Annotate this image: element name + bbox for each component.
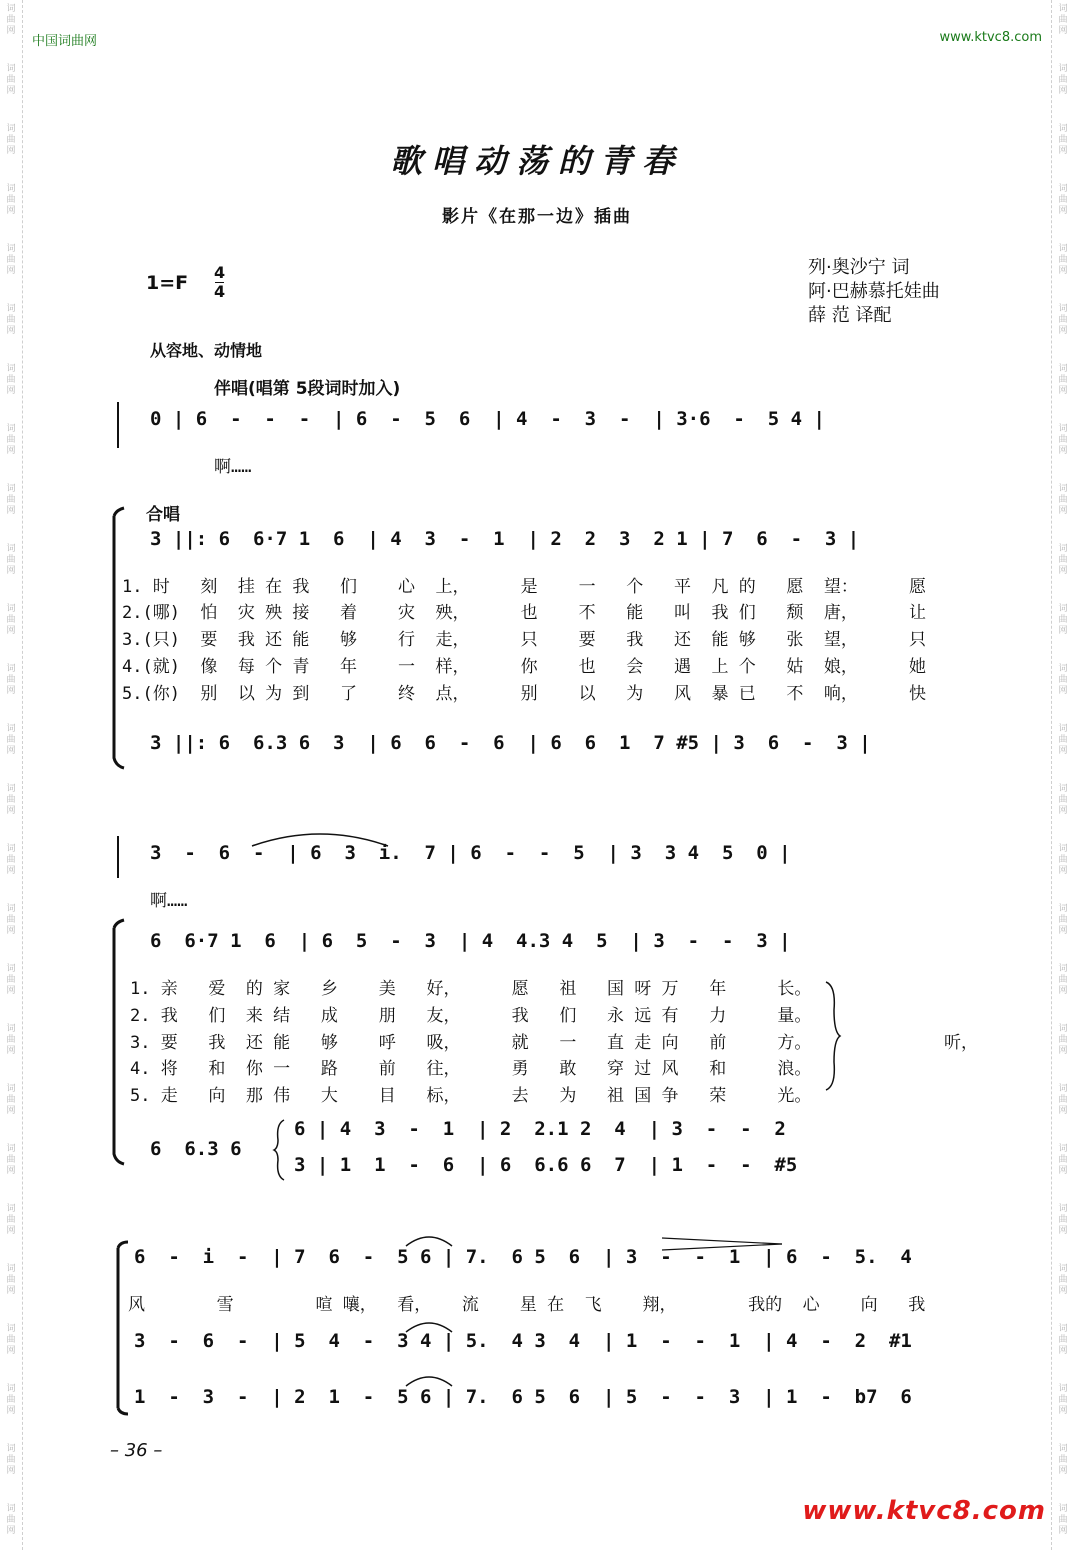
credits [808, 256, 940, 328]
watermark-text: 词曲网 [1058, 304, 1068, 336]
time-bottom: 4 [214, 282, 226, 301]
watermark-text: 词曲网 [6, 1444, 16, 1476]
footer-site-logo[interactable]: www.ktvc8.com [802, 1496, 1046, 1526]
watermark-text: 词曲网 [6, 484, 16, 516]
time-signature [214, 264, 225, 301]
s2-bass-upper-notes: 6 | 4 3 - 1 | 2 2.1 2 4 | 3 - - 2 [294, 1118, 786, 1140]
watermark-text: 词曲网 [1058, 724, 1068, 756]
watermark-text: 词曲网 [6, 904, 16, 936]
time-top: 4 [214, 263, 226, 282]
s1-melody-notes: 3 ||: 6 6·7 1 6 | 4 3 - 1 | 2 2 3 2 1 | 7 6 - 3 | [150, 528, 860, 550]
watermark-text: 词曲网 [6, 1144, 16, 1176]
right-watermark-strip [1051, 0, 1074, 1550]
s1-lyric-verse-3: 3.(只) 要 我 还 能 够 行 走， 只 要 我 还 能 够 张 望， 只 [122, 630, 927, 650]
s2-accompaniment-lyric: 啊…… [150, 891, 188, 911]
watermark-text: 词曲网 [6, 784, 16, 816]
watermark-text: 词曲网 [6, 424, 16, 456]
watermark-text: 词曲网 [1058, 1504, 1068, 1536]
credit-composer: 阿·巴赫慕托娃曲 [808, 281, 940, 302]
watermark-text: 词曲网 [6, 964, 16, 996]
watermark-text: 词曲网 [6, 1324, 16, 1356]
watermark-text: 词曲网 [6, 1204, 16, 1236]
s2-lyric-verse-4: 4. 将 和 你 一 路 前 往， 勇 敢 穿 过 风 和 浪。 [130, 1059, 812, 1079]
watermark-text: 词曲网 [1058, 604, 1068, 636]
credit-lyricist: 列·奥沙宁 词 [808, 257, 910, 278]
watermark-text: 词曲网 [6, 124, 16, 156]
s2-melody-notes: 6 6·7 1 6 | 6 5 - 3 | 4 4.3 4 5 | 3 - - 3 | [150, 930, 791, 952]
watermark-text: 词曲网 [6, 244, 16, 276]
watermark-text: 词曲网 [1058, 844, 1068, 876]
watermark-text: 词曲网 [1058, 784, 1068, 816]
watermark-text: 词曲网 [6, 544, 16, 576]
watermark-text: 词曲网 [6, 1024, 16, 1056]
watermark-text: 词曲网 [1058, 4, 1068, 36]
watermark-text: 词曲网 [6, 304, 16, 336]
site-name-left[interactable]: 中国词曲网 [32, 34, 98, 49]
watermark-text: 词曲网 [1058, 64, 1068, 96]
watermark-text: 词曲网 [6, 184, 16, 216]
s3-melody-notes: 6 - i - | 7 6 - 5 6 | 7. 6 5 6 | 3 - - 1 | 6 - 5. 4 [134, 1246, 912, 1268]
song-title: 歌唱动荡的青春 [389, 142, 684, 180]
s3-bass-notes: 1 - 3 - | 2 1 - 5 6 | 7. 6 5 6 | 5 - - 3 | 1 - b7 6 [134, 1386, 912, 1408]
s1-lyric-verse-5: 5.(你) 别 以 为 到 了 终 点， 别 以 为 风 暴 已 不 响， 快 [122, 684, 927, 704]
chord-brace [272, 1118, 288, 1182]
s2-lyric-verse-1: 1. 亲 爱 的 家 乡 美 好， 愿 祖 国 呀 万 年 长。 [130, 979, 812, 999]
watermark-text: 词曲网 [6, 64, 16, 96]
accompaniment-label: 伴唱(唱第 5段词时加入) [214, 379, 401, 399]
s1-accompaniment-lyric: 啊…… [214, 457, 252, 477]
s2-lyric-verse-3: 3. 要 我 还 能 够 呼 吸， 就 一 直 走 向 前 方。 [130, 1033, 812, 1053]
watermark-text: 词曲网 [1058, 1324, 1068, 1356]
watermark-text: 词曲网 [1058, 484, 1068, 516]
page-number: – 36 – [110, 1440, 163, 1461]
s2-bass-notes-a: 6 6.3 6 [150, 1138, 242, 1160]
watermark-text: 词曲网 [1058, 424, 1068, 456]
verse-brace [822, 980, 844, 1092]
watermark-text: 词曲网 [1058, 1144, 1068, 1176]
watermark-text: 词曲网 [1058, 1384, 1068, 1416]
s2-bass-lower-notes: 3 | 1 1 - 6 | 6 6.6 6 7 | 1 - - #5 [294, 1154, 798, 1176]
site-url-right[interactable]: www.ktvc8.com [939, 30, 1042, 45]
watermark-text: 词曲网 [1058, 544, 1068, 576]
watermark-text: 词曲网 [6, 364, 16, 396]
watermark-text: 词曲网 [6, 844, 16, 876]
watermark-text: 词曲网 [1058, 364, 1068, 396]
watermark-text: 词曲网 [1058, 964, 1068, 996]
watermark-text: 词曲网 [6, 604, 16, 636]
s2-lyric-verse-5: 5. 走 向 那 伟 大 目 标， 去 为 祖 国 争 荣 光。 [130, 1086, 812, 1106]
watermark-text: 词曲网 [1058, 664, 1068, 696]
watermark-text: 词曲网 [1058, 1084, 1068, 1116]
watermark-text: 词曲网 [1058, 1264, 1068, 1296]
s2-lyric-after-brace: 听， [944, 1033, 978, 1053]
s1-accompaniment-notes: 0 | 6 - - - | 6 - 5 6 | 4 - 3 - | 3·6 - 5 4 | [150, 408, 825, 430]
watermark-text: 词曲网 [6, 1504, 16, 1536]
s1-lyric-verse-4: 4.(就) 像 每 个 青 年 一 样， 你 也 会 遇 上 个 姑 娘， 她 [122, 657, 927, 677]
tempo-marking: 从容地、动情地 [150, 341, 263, 360]
watermark-text: 词曲网 [6, 4, 16, 36]
s1-system-bracket [104, 398, 134, 770]
watermark-text: 词曲网 [6, 1264, 16, 1296]
s3-alto-notes: 3 - 6 - | 5 4 - 3 4 | 5. 4 3 4 | 1 - - 1 | 4 - 2 #1 [134, 1330, 912, 1352]
key-signature: 1=F [146, 272, 189, 294]
watermark-text: 词曲网 [1058, 244, 1068, 276]
watermark-text: 词曲网 [1058, 904, 1068, 936]
watermark-text: 词曲网 [1058, 1444, 1068, 1476]
watermark-text: 词曲网 [6, 1084, 16, 1116]
watermark-text: 词曲网 [1058, 184, 1068, 216]
credit-translator: 薛 范 译配 [808, 305, 892, 326]
s3-system-bracket [112, 1240, 136, 1416]
watermark-text: 词曲网 [1058, 1024, 1068, 1056]
s2-lyric-verse-2: 2. 我 们 来 结 成 朋 友， 我 们 永 远 有 力 量。 [130, 1006, 812, 1026]
song-subtitle: 影片《在那一边》插曲 [442, 207, 632, 227]
watermark-text: 词曲网 [6, 1384, 16, 1416]
left-watermark-strip [0, 0, 23, 1550]
choir-label: 合唱 [146, 505, 180, 525]
watermark-text: 词曲网 [6, 724, 16, 756]
watermark-text: 词曲网 [1058, 1204, 1068, 1236]
watermark-text: 词曲网 [6, 664, 16, 696]
watermark-text: 词曲网 [1058, 124, 1068, 156]
s2-system-bracket [104, 832, 134, 1168]
s1-bass-notes: 3 ||: 6 6.3 6 3 | 6 6 - 6 | 6 6 1 7 #5 | 3 6 - 3 | [150, 732, 871, 754]
s3-lyric: 风 雪 喧 嚷， 看， 流 星 在 飞 翔， 我的 心 向 我 [128, 1295, 926, 1315]
s2-accompaniment-notes: 3 - 6 - | 6 3 i. 7 | 6 - - 5 | 3 3 4 5 0 | [150, 842, 791, 864]
s1-lyric-verse-1: 1. 时 刻 挂 在 我 们 心 上， 是 一 个 平 凡 的 愿 望： 愿 [122, 577, 927, 597]
s1-lyric-verse-2: 2.(哪) 怕 灾 殃 接 着 灾 殃， 也 不 能 叫 我 们 颓 唐， 让 [122, 603, 927, 623]
